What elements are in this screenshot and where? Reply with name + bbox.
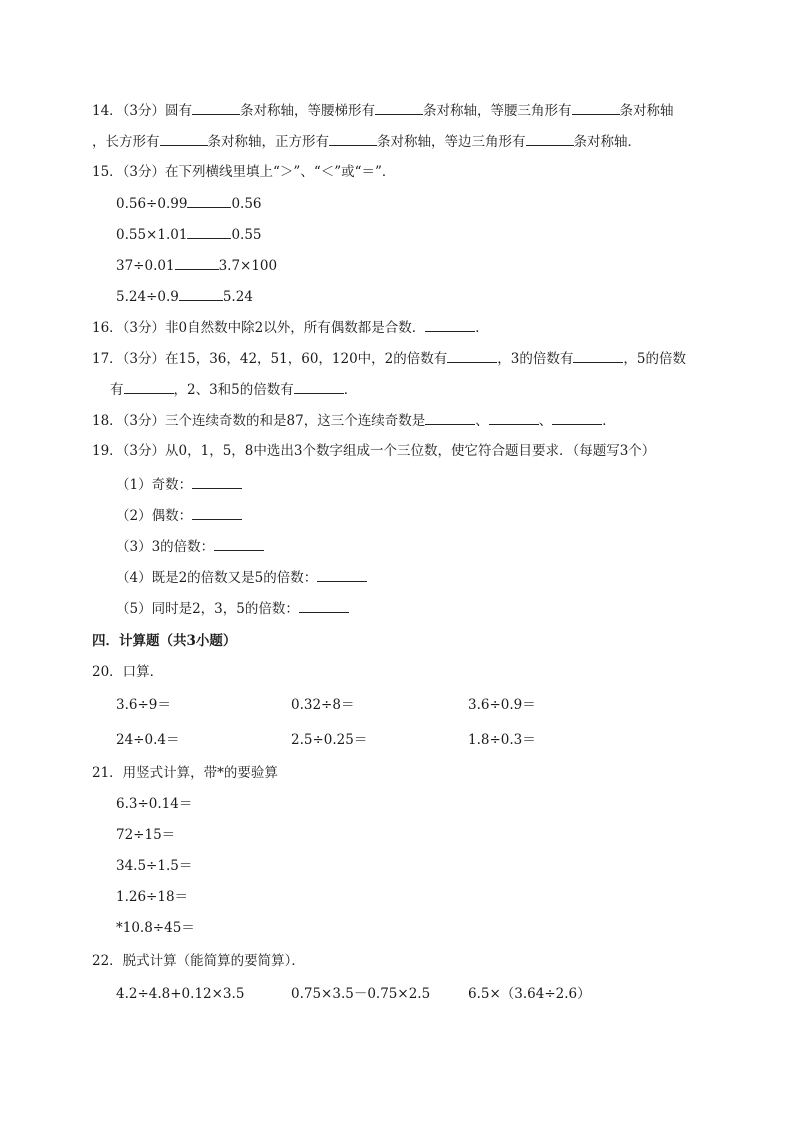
step-calc-item: 6.5×（3.64÷2.6）: [468, 986, 591, 1002]
mental-math-item: 24÷0.4＝: [116, 732, 180, 748]
answer-blank[interactable]: [192, 474, 242, 489]
answer-blank[interactable]: [572, 100, 620, 115]
answer-blank[interactable]: [329, 131, 377, 146]
question-17-line-1: 17．（3分）在15，36，42，51，60，120中，2的倍数有 ，3的倍数有 ，5的倍数: [92, 348, 686, 369]
answer-blank[interactable]: [375, 100, 423, 115]
mental-math-item: 0.32÷8＝: [291, 697, 355, 713]
sub-question: （4）既是2的倍数又是5的倍数：: [116, 567, 367, 588]
answer-blank[interactable]: [317, 567, 367, 582]
question-22-stem: 22．脱式计算（能简算的要简算）．: [92, 953, 305, 969]
question-20-stem: 20．口算．: [92, 664, 164, 680]
answer-blank[interactable]: [187, 193, 231, 208]
question-16: 16．（3分）非0自然数中除2以外，所有偶数都是合数． ．: [92, 317, 489, 338]
vertical-calc-item: 72÷15＝: [116, 827, 176, 843]
answer-blank[interactable]: [299, 598, 349, 613]
answer-blank[interactable]: [552, 410, 602, 425]
answer-blank[interactable]: [573, 348, 623, 363]
answer-blank[interactable]: [179, 286, 223, 301]
vertical-calc-item: 34.5÷1.5＝: [116, 858, 193, 874]
answer-blank[interactable]: [214, 536, 264, 551]
compare-item: 37÷0.01 3.7×100: [116, 255, 277, 276]
compare-item: 0.55×1.01 0.55: [116, 224, 262, 245]
vertical-calc-item: 1.26÷18＝: [116, 889, 189, 905]
mental-math-item: 3.6÷0.9＝: [468, 697, 536, 713]
mental-math-item: 3.6÷9＝: [116, 697, 171, 713]
sub-question: （3）3的倍数：: [116, 536, 264, 557]
compare-item: 5.24÷0.9 5.24: [116, 286, 253, 307]
answer-blank[interactable]: [489, 410, 539, 425]
sub-question: （2）偶数：: [116, 505, 242, 526]
question-15-stem: 15．（3分）在下列横线里填上“＞”、“＜”或“＝”．: [92, 164, 396, 180]
sub-question: （5）同时是2，3，5的倍数：: [116, 598, 349, 619]
question-14-line-2: ，长方形有 条对称轴，正方形有 条对称轴，等边三角形有 条对称轴．: [92, 131, 641, 152]
answer-blank[interactable]: [124, 379, 174, 394]
answer-blank[interactable]: [526, 131, 574, 146]
section-heading: 四．计算题（共3小题）: [92, 633, 237, 649]
mental-math-item: 1.8÷0.3＝: [468, 732, 536, 748]
question-19-stem: 19．（3分）从0，1，5，8中选出3个数字组成一个三位数，使它符合题目要求．（每题写3个）: [92, 443, 656, 459]
question-21-stem: 21．用竖式计算，带*的要验算: [92, 765, 278, 781]
answer-blank[interactable]: [187, 224, 231, 239]
answer-blank[interactable]: [425, 410, 475, 425]
question-14-line-1: 14．（3分）圆有 条对称轴，等腰梯形有 条对称轴，等腰三角形有 条对称轴: [92, 100, 674, 121]
mental-math-item: 2.5÷0.25＝: [291, 732, 368, 748]
compare-item: 0.56÷0.99 0.56: [116, 193, 262, 214]
question-17-line-2: 有 ，2、3和5的倍数有 ．: [110, 379, 357, 400]
vertical-calc-item: 6.3÷0.14＝: [116, 796, 193, 812]
vertical-calc-item: *10.8÷45＝: [116, 920, 195, 936]
sub-question: （1）奇数：: [116, 474, 242, 495]
step-calc-item: 0.75×3.5－0.75×2.5: [291, 986, 431, 1002]
step-calc-item: 4.2÷4.8+0.12×3.5: [116, 986, 245, 1002]
answer-blank[interactable]: [160, 131, 208, 146]
answer-blank[interactable]: [294, 379, 344, 394]
question-18: 18．（3分）三个连续奇数的和是87，这三个连续奇数是 、 、 ．: [92, 410, 616, 431]
answer-blank[interactable]: [425, 317, 475, 332]
answer-blank[interactable]: [447, 348, 497, 363]
answer-blank[interactable]: [175, 255, 219, 270]
answer-blank[interactable]: [192, 100, 240, 115]
answer-blank[interactable]: [192, 505, 242, 520]
